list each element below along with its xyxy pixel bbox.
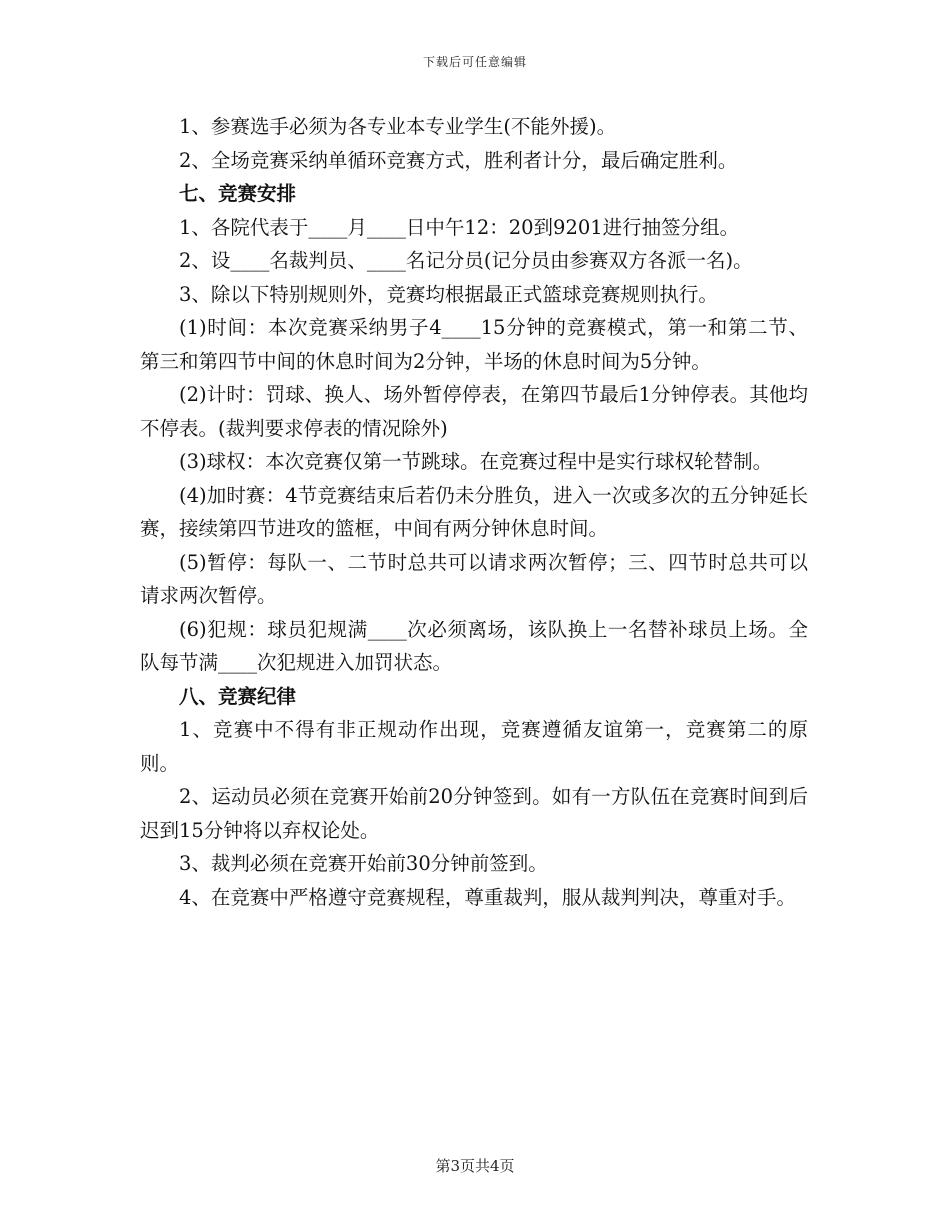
paragraph: (3)球权：本次竞赛仅第一节跳球。在竞赛过程中是实行球权轮替制。 (179, 450, 773, 473)
paragraph: 2、运动员必须在竞赛开始前20分钟签到。如有一方队伍在竞赛时间到后迟到15分钟将以弃权论处。 (140, 785, 808, 842)
paragraph: 2、设____名裁判员、____名记分员(记分员由参赛双方各派一名)。 (179, 249, 753, 272)
paragraph: 3、裁判必须在竞赛开始前30分钟前签到。 (179, 852, 548, 875)
paragraph: 2、全场竞赛采纳单循环竞赛方式，胜利者计分，最后确定胜利。 (179, 148, 738, 172)
document-body (140, 110, 808, 914)
paragraph: (4)加时赛：4节竞赛结束后若仍未分胜负，进入一次或多次的五分钟延长赛，接续第四节进攻的篮框，中间有两分钟休息时间。 (140, 483, 808, 540)
paragraph: 1、各院代表于____月____日中午12：20到9201进行抽签分组。 (179, 215, 740, 239)
paragraph: (1)时间：本次竞赛采纳男子4____15分钟的竞赛模式，第一和第二节、第三和第四节中间的休息时间为2分钟，半场的休息时间为5分钟。 (140, 316, 808, 373)
page-header: 下载后可任意编辑 (422, 55, 527, 69)
paragraph: 3、除以下特别规则外，竞赛均根据最正式篮球竞赛规则执行。 (179, 282, 718, 306)
section-heading: 七、竞赛安排 (179, 182, 297, 205)
page-footer: 第3页共4页 (435, 1157, 515, 1175)
paragraph: 1、参赛选手必须为各专业本专业学生(不能外援)。 (179, 115, 617, 138)
paragraph: (5)暂停：每队一、二节时总共可以请求两次暂停；三、四节时总共可以请求两次暂停。 (140, 550, 808, 607)
paragraph: 1、竞赛中不得有非正规动作出现，竞赛遵循友谊第一，竞赛第二的原则。 (140, 718, 808, 775)
paragraph: (6)犯规：球员犯规满____次必须离场，该队换上一名替补球员上场。全队每节满____次犯规进入加罚状态。 (140, 617, 808, 674)
paragraph: (2)计时：罚球、换人、场外暂停停表，在第四节最后1分钟停表。其他均不停表。(裁判要求停表的情况除外) (140, 383, 808, 440)
section-heading: 八、竞赛纪律 (179, 684, 297, 708)
paragraph: 4、在竞赛中严格遵守竞赛规程，尊重裁判，服从裁判判决，尊重对手。 (179, 885, 796, 909)
